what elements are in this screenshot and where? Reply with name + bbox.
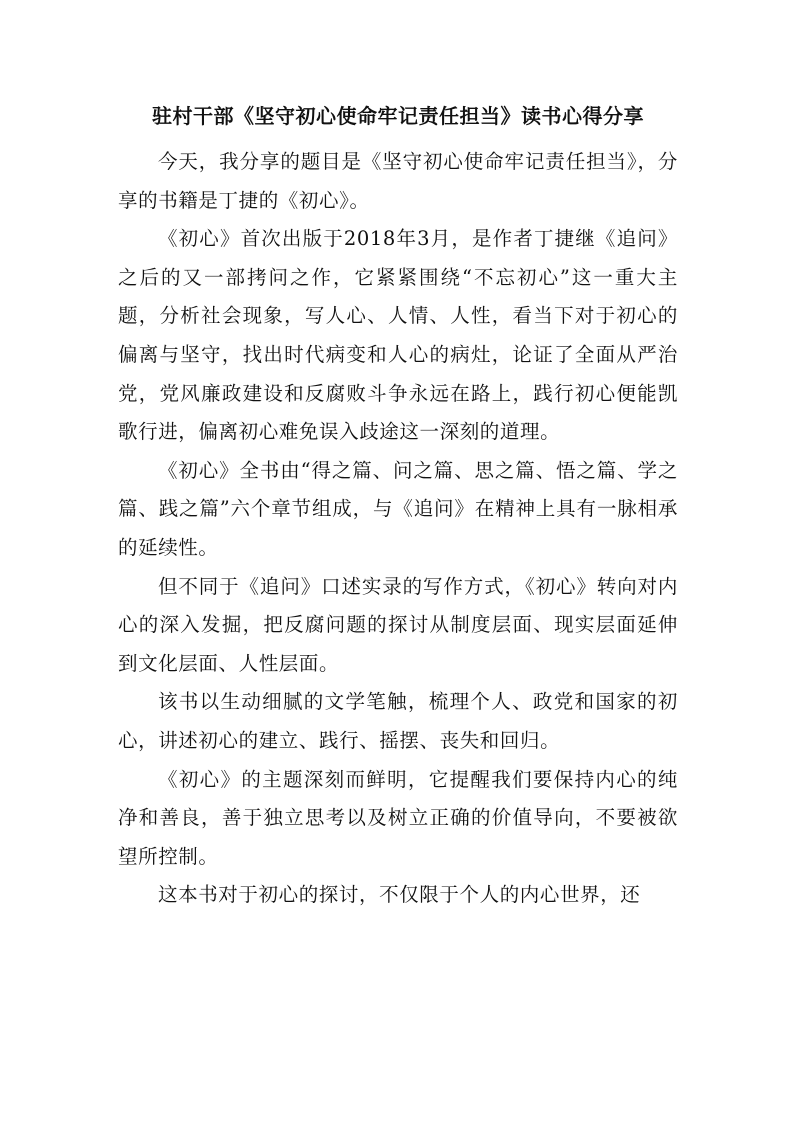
paragraph-chapters: 《初心》全书由“得之篇、问之篇、思之篇、悟之篇、学之篇、践之篇”六个章节组成，与《追问》在精神上具有一脉相承的延续性。 (118, 458, 678, 559)
paragraph-literary-approach: 该书以生动细腻的文学笔触，梳理个人、政党和国家的初心，讲述初心的建立、践行、摇摆、丧失和回归。 (118, 690, 678, 752)
paragraph-publication: 《初心》首次出版于2018年3月，是作者丁捷继《追问》之后的又一部拷问之作，它紧紧围绕“不忘初心”这一重大主题，分析社会现象，写人心、人情、人性，看当下对于初心的偏离与坚守，找出时代病变和人心的病灶，论证了全面从严治党，党风廉政建设和反腐败斗争永远在路上，践行初心便能凯歌行进，偏离初心难免误入歧途这一深刻的道理。 (118, 227, 678, 444)
document-title: 驻村干部《坚守初心使命牢记责任担当》读书心得分享 (152, 104, 644, 128)
paragraph-continuation: 这本书对于初心的探讨，不仅限于个人的内心世界，还 (158, 883, 641, 907)
paragraph-writing-style: 但不同于《追问》口述实录的写作方式，《初心》转向对内心的深入发掘，把反腐问题的探讨从制度层面、现实层面延伸到文化层面、人性层面。 (118, 574, 678, 675)
document-body (118, 143, 678, 915)
paragraph-intro: 今天，我分享的题目是《坚守初心使命牢记责任担当》，分享的书籍是丁捷的《初心》。 (118, 150, 678, 212)
paragraph-theme: 《初心》的主题深刻而鲜明，它提醒我们要保持内心的纯净和善良，善于独立思考以及树立正确的价值导向，不要被欲望所控制。 (118, 767, 678, 868)
